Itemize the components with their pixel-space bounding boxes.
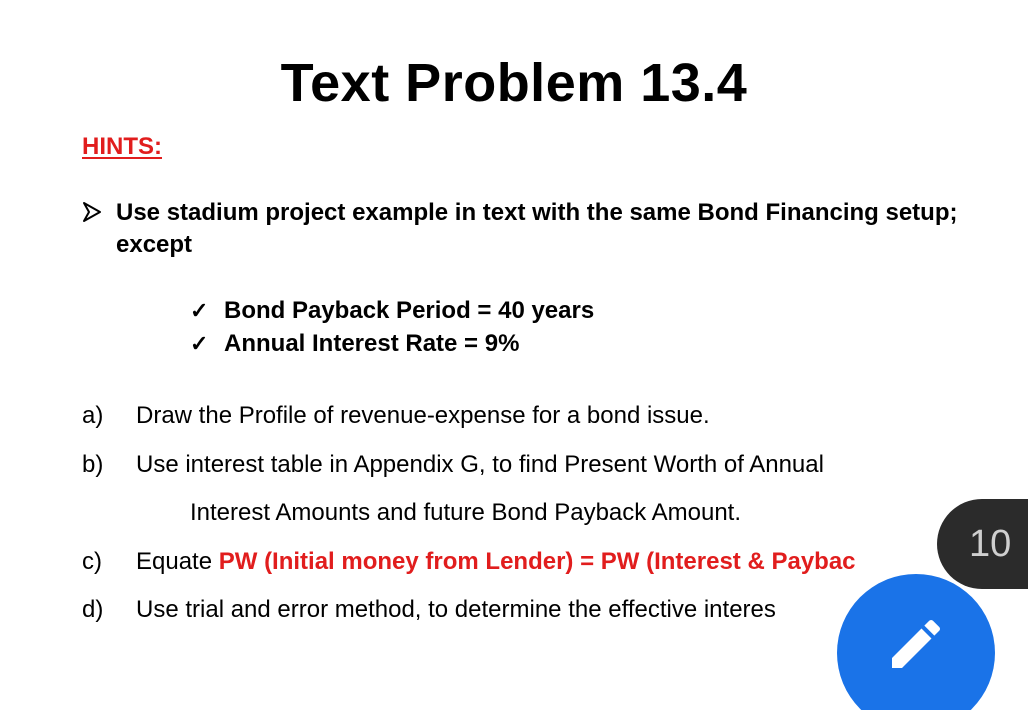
hint-bullet-text: Use stadium project example in text with the same Bond Financing setup; except [116, 199, 958, 258]
page-number: 10 [969, 522, 1012, 565]
check-item-text: Annual Interest Rate = 9% [224, 329, 520, 357]
task-text: Interest Amounts and future Bond Payback Amount. [190, 499, 742, 526]
task-item-a [82, 398, 1022, 447]
task-text: Draw the Profile of revenue-expense for a bond issue. [136, 402, 710, 429]
checkmark-icon: ✓ [190, 297, 209, 323]
task-text: Use interest table in Appendix G, to find Present Worth of Annual [136, 450, 824, 478]
check-item [190, 294, 594, 327]
task-text-highlight: PW (Initial money from Lender) = PW (Interest & Paybac [218, 547, 856, 575]
check-item [190, 327, 594, 360]
task-letter: c) [82, 547, 102, 575]
task-item-b-continuation [82, 495, 1022, 544]
arrow-bullet-icon [82, 201, 102, 223]
hint-bullet [82, 197, 982, 261]
task-text [136, 544, 856, 580]
task-item-b [82, 447, 1022, 496]
task-text: Use trial and error method, to determine the effective interes [136, 596, 776, 623]
task-letter: d) [82, 596, 104, 623]
page-number-badge[interactable] [937, 499, 1028, 589]
task-letter: b) [82, 450, 104, 478]
task-text-plain: Equate [136, 547, 219, 575]
check-list [190, 294, 594, 360]
slide-title: Text Problem 13.4 [280, 53, 748, 113]
checkmark-icon: ✓ [190, 330, 209, 356]
check-item-text: Bond Payback Period = 40 years [224, 296, 595, 324]
task-letter: a) [82, 402, 104, 429]
hints-label: HINTS: [82, 133, 162, 160]
pencil-icon [884, 612, 948, 676]
